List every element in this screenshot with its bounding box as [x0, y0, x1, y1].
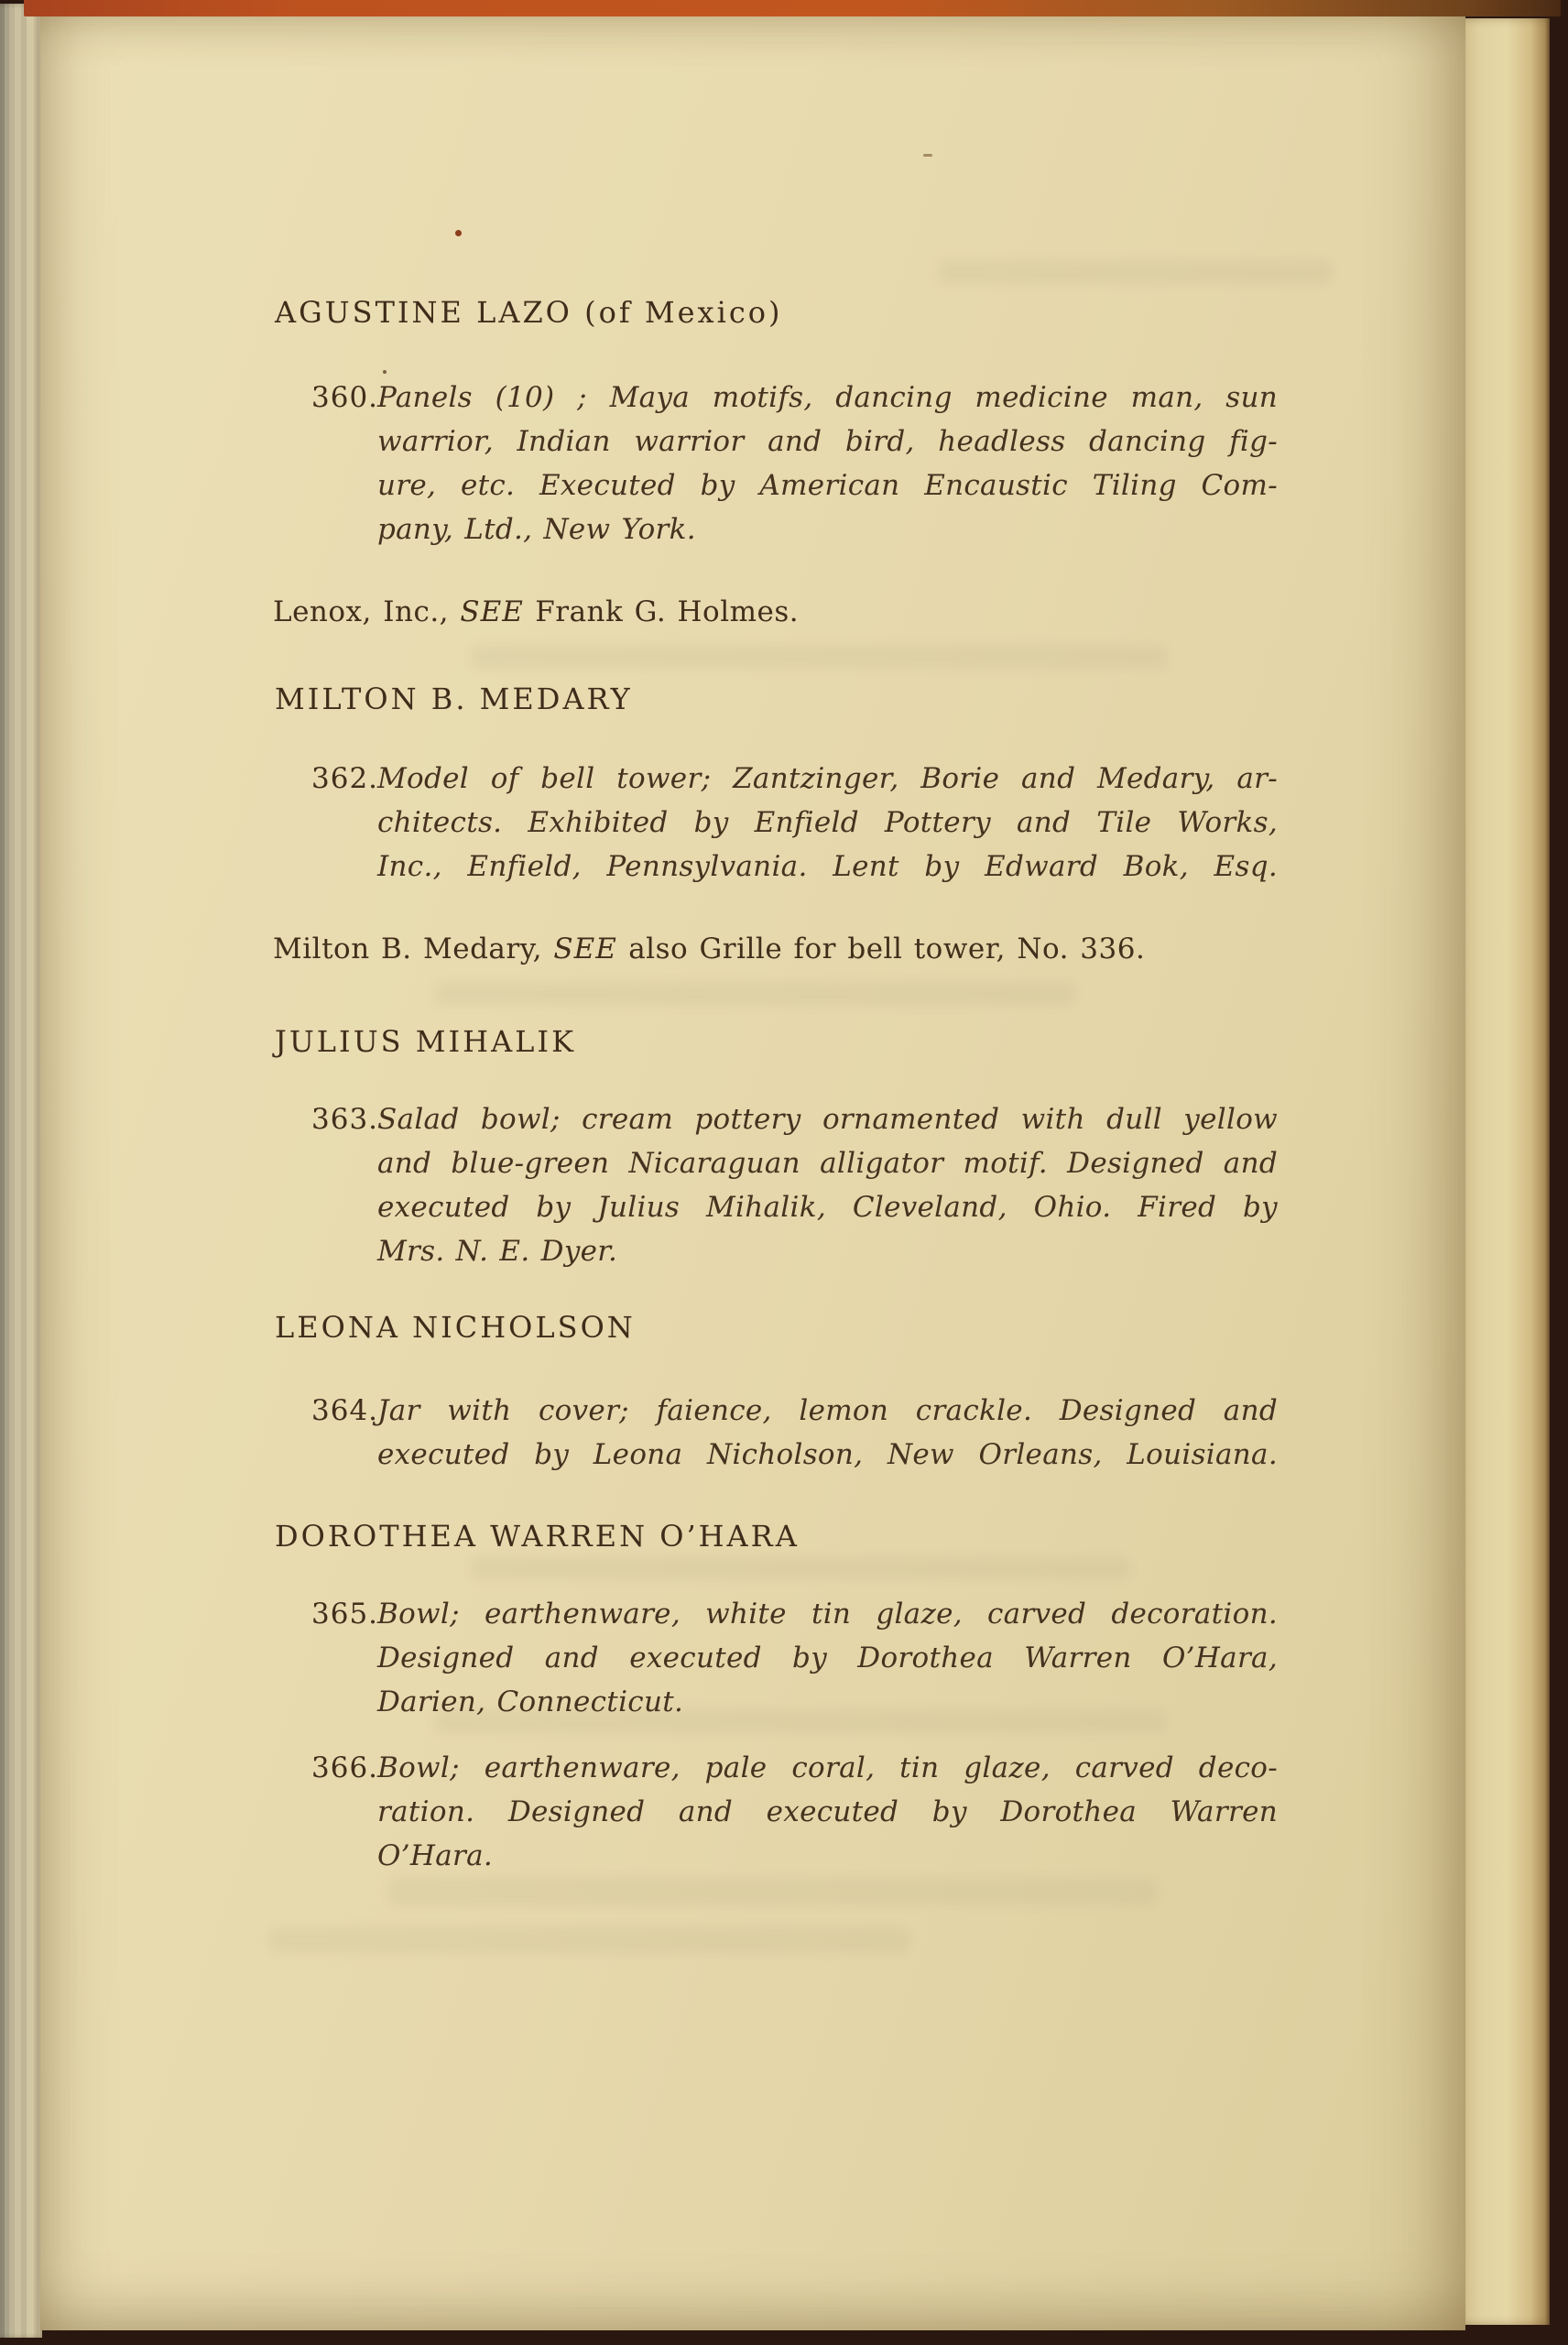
catalog-entry-366 [311, 1746, 1278, 1878]
entry-line: ure, etc. Executed by American Encaustic Tiling Com- [377, 469, 1278, 502]
crossref-text: Frank G. Holmes. [523, 595, 800, 628]
entry-line: O’Hara. [377, 1839, 494, 1872]
catalog-entry-362 [311, 757, 1278, 889]
entry-line: Panels (10) ; Maya motifs, dancing medicine man, sun [377, 381, 1278, 414]
entry-line: pany, Ltd., New York. [377, 513, 696, 546]
catalog-entry-360 [311, 376, 1278, 551]
crossref-see: SEE [460, 595, 524, 628]
entry-line: Model of bell tower; Zantzinger, Borie and Medary, ar- [377, 762, 1278, 795]
entry-number: 363. [311, 1103, 379, 1136]
entry-line: ration. Designed and executed by Dorothea Warren [377, 1795, 1278, 1828]
entry-number: 362. [311, 762, 379, 795]
entry-number: 364. [311, 1394, 379, 1427]
artist-heading-medary: MILTON B. MEDARY [275, 682, 633, 716]
catalog-entry-363 [311, 1097, 1278, 1273]
entry-line: executed by Julius Mihalik, Cleveland, Ohio. Fired by [377, 1191, 1278, 1224]
entry-line: Designed and executed by Dorothea Warren O’Hara, [377, 1642, 1278, 1674]
crossref-text: also Grille for bell tower, No. 336. [616, 933, 1146, 965]
entry-line: Jar with cover; faience, lemon crackle. Designed and [377, 1394, 1278, 1427]
crossref-see: SEE [553, 933, 617, 965]
entry-number: 366. [311, 1751, 379, 1784]
artist-heading-mihalik: JULIUS MIHALIK [275, 1024, 576, 1059]
catalog-entry-365 [311, 1592, 1278, 1724]
catalog-entry-364 [311, 1389, 1278, 1477]
entry-number: 365. [311, 1598, 379, 1631]
entry-line: Bowl; earthenware, pale coral, tin glaze, carved deco- [377, 1751, 1278, 1784]
crossref-text: Milton B. Medary, [273, 933, 554, 965]
artist-heading-lazo: AGUSTINE LAZO (of Mexico) [275, 295, 783, 330]
cross-reference-medary [273, 933, 1145, 965]
entry-line: Mrs. N. E. Dyer. [377, 1235, 618, 1268]
entry-line: and blue-green Nicaraguan alligator motif. Designed and [377, 1147, 1278, 1180]
crossref-text: Lenox, Inc., [273, 595, 461, 628]
entry-line: Bowl; earthenware, white tin glaze, carved decoration. [377, 1598, 1278, 1631]
entry-line: Inc., Enfield, Pennsylvania. Lent by Edward Bok, Esq. [377, 850, 1278, 883]
artist-heading-nicholson: LEONA NICHOLSON [275, 1310, 636, 1345]
artist-heading-ohara: DOROTHEA WARREN O’HARA [275, 1519, 800, 1554]
cross-reference-lenox [273, 595, 799, 628]
entry-line: warrior, Indian warrior and bird, headless dancing fig- [377, 425, 1278, 458]
entry-line: Darien, Connecticut. [377, 1685, 684, 1718]
entry-line: Salad bowl; cream pottery ornamented with dull yellow [377, 1103, 1278, 1136]
entry-line: chitects. Exhibited by Enfield Pottery and Tile Works, [377, 806, 1278, 839]
entry-line: executed by Leona Nicholson, New Orleans, Louisiana. [377, 1438, 1278, 1471]
entry-number: 360. [311, 381, 379, 414]
